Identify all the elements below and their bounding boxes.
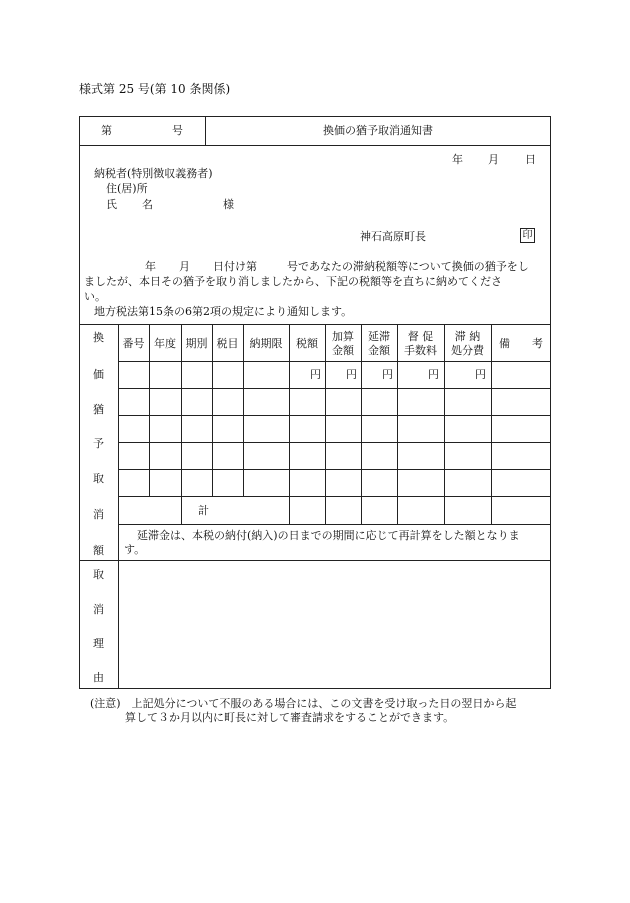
- header-number-suffix: 号: [172, 124, 183, 137]
- reason-label-1: 取: [93, 568, 104, 581]
- col-4: [243, 324, 244, 496]
- taxpayer-label: 納税者(特別徴収義務者): [94, 167, 213, 180]
- date-day: 日: [525, 153, 536, 166]
- unit-surcharge: 円: [346, 368, 357, 381]
- col-1: [149, 324, 150, 496]
- reason-label-4: 由: [93, 671, 104, 684]
- col-2: [181, 324, 182, 524]
- th-surcharge-1: 加算: [332, 330, 354, 343]
- rule-row-4: [118, 469, 551, 470]
- th-disposal-1: 滞 納: [454, 330, 481, 343]
- header-number-label: 第: [101, 124, 112, 137]
- taxpayer-name-label-1: 氏: [106, 198, 117, 211]
- body-line4: 地方税法第15条の6第2項の規定により通知します。: [94, 305, 353, 318]
- reason-label-3: 理: [93, 637, 104, 650]
- th-remarks: 備 考: [499, 337, 543, 350]
- side-label-3: 猶: [93, 403, 104, 416]
- th-due-date: 納期限: [249, 337, 283, 350]
- rule-header-bottom: [79, 145, 551, 146]
- rule-row-5: [118, 496, 551, 497]
- th-delinquency-2: 金額: [368, 344, 390, 357]
- body-year: 年: [145, 260, 156, 273]
- side-label-6: 消: [93, 508, 104, 521]
- total-label: 計: [198, 504, 209, 517]
- issuer-name: 神石高原町長: [360, 230, 426, 243]
- side-label-5: 取: [93, 472, 104, 485]
- rule-table-header: [118, 361, 551, 362]
- col-5: [289, 324, 290, 524]
- side-label-2: 価: [93, 368, 104, 381]
- note-line2: す。: [124, 543, 146, 556]
- side-label-7: 額: [93, 544, 104, 557]
- th-tax-item: 税目: [216, 337, 239, 350]
- body-line2: ましたが、本日その猶予を取り消しましたから、下記の税額等を直ちに納めてくださ: [84, 275, 502, 288]
- th-number: 番号: [122, 337, 145, 350]
- rule-row-1: [118, 388, 551, 389]
- taxpayer-address-label: 住(居)所: [106, 182, 148, 195]
- unit-delinquency: 円: [382, 368, 393, 381]
- th-surcharge-2: 金額: [332, 344, 354, 357]
- form-number: 様式第 25 号(第 10 条関係): [79, 82, 231, 96]
- footer-note-line1: (注意) 上記処分について不服のある場合には、この文書を受け取った日の翌日から起: [90, 697, 517, 710]
- rule-row-3: [118, 442, 551, 443]
- body-line3: い。: [84, 290, 106, 303]
- reason-field[interactable]: [119, 561, 550, 688]
- rule-row-2: [118, 415, 551, 416]
- col-10: [491, 324, 492, 524]
- th-year: 年度: [154, 337, 176, 350]
- date-month: 月: [488, 153, 499, 166]
- unit-tax-amount: 円: [310, 368, 321, 381]
- reason-label-2: 消: [93, 603, 104, 616]
- side-label-4: 予: [93, 437, 104, 450]
- th-collection-2: 手数料: [404, 344, 437, 357]
- document-title: 換価の猶予取消通知書: [323, 124, 433, 137]
- rule-total: [118, 524, 551, 525]
- th-delinquency-1: 延滞: [368, 330, 390, 343]
- th-collection-1: 督 促: [407, 330, 434, 343]
- body-month: 月: [179, 260, 190, 273]
- footer-note-line2: 算して３か月以内に町長に対して審査請求をすることができます。: [125, 711, 455, 724]
- th-period: 期別: [185, 337, 208, 350]
- taxpayer-honorific: 様: [223, 198, 234, 211]
- body-dated-no: 日付け第: [213, 260, 257, 273]
- side-label-1: 換: [93, 331, 104, 344]
- th-disposal-2: 処分費: [451, 344, 484, 357]
- taxpayer-name-label-2: 名: [142, 198, 153, 211]
- date-year: 年: [452, 153, 463, 166]
- col-3: [212, 324, 213, 496]
- seal-mark: 印: [520, 228, 535, 243]
- unit-collection: 円: [428, 368, 439, 381]
- unit-disposal: 円: [475, 368, 486, 381]
- th-tax-amount: 税額: [296, 337, 318, 350]
- body-line1-rest: 号であなたの滞納税額等について換価の猶予をし: [287, 260, 529, 273]
- note-line1: 延滞金は、本税の納付(納入)の日までの期間に応じて再計算をした額となりま: [137, 529, 520, 542]
